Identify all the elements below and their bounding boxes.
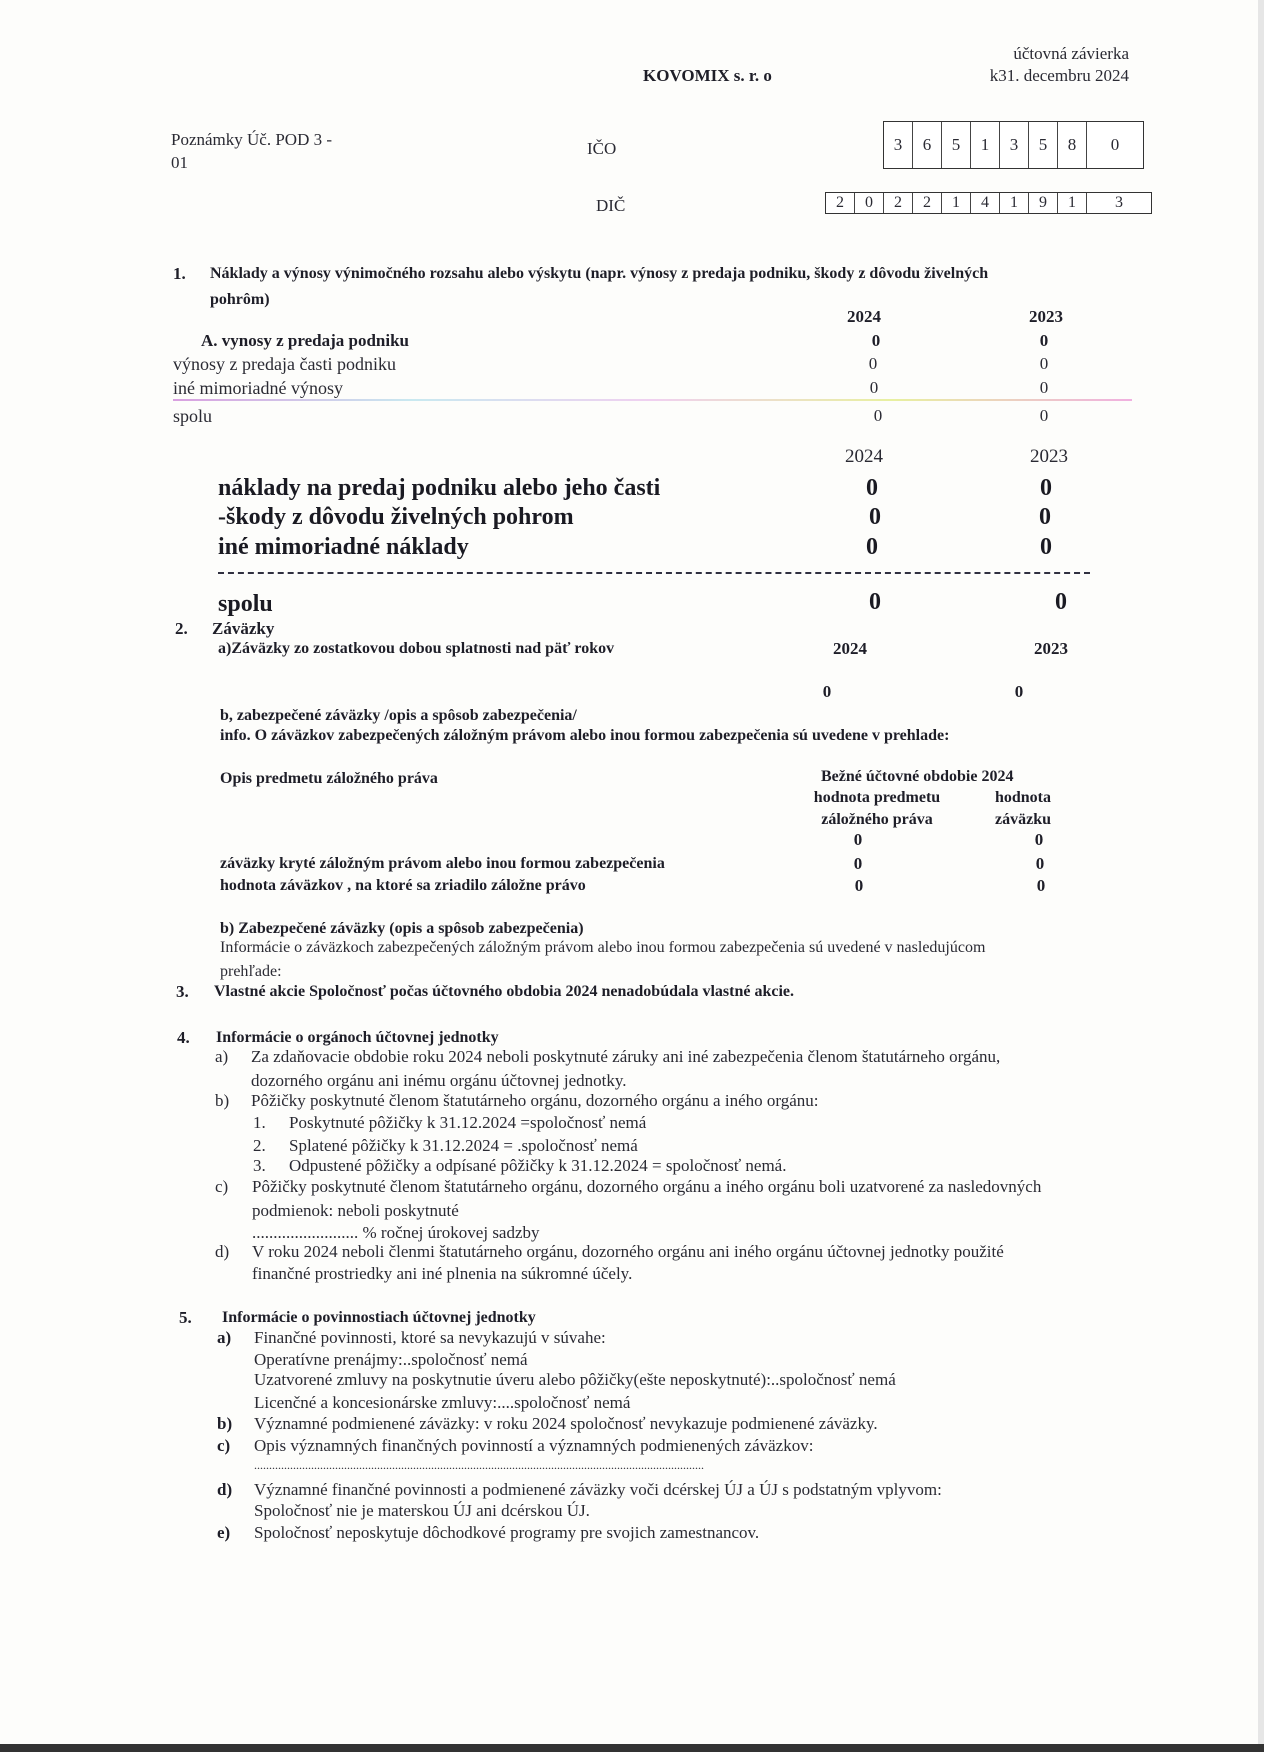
item-marker: e) (217, 1523, 231, 1542)
liabilities-year-2024: 2024 (833, 639, 867, 658)
ico-boxes (883, 121, 1144, 169)
secured-liabilities-text: Informácie o záväzkoch zabezpečených záložným právom alebo inou formou zabezpečenia sú uvedené v nasledujúcom (220, 939, 986, 956)
scan-edge (1258, 0, 1264, 1752)
ico-digit: 1 (971, 122, 1000, 168)
ico-digit: 0 (1110, 135, 1120, 154)
cost-value-2024: 0 (866, 534, 878, 560)
cost-label: iné mimoriadné náklady (218, 534, 469, 560)
item-marker: c) (217, 1436, 231, 1455)
ico-digit: 5 (1029, 122, 1058, 168)
revenue-value-2024: 0 (869, 378, 879, 397)
cost-value-2023: 0 (1039, 504, 1051, 530)
pledge-row-value-2: 0 (1034, 830, 1044, 849)
ico-digit: 5 (942, 122, 971, 168)
pledge-row-value-1: 0 (854, 876, 864, 895)
long-term-liabilities-label: a)Záväzky zo zostatkovou dobou splatnosti nad päť rokov (218, 640, 615, 657)
cost-total-2024: 0 (869, 589, 881, 615)
revenue-total-label: spolu (173, 406, 213, 426)
cost-value-2024: 0 (866, 475, 878, 501)
section-5a-text: Finančné povinnosti, ktoré sa nevykazujú v súvahe: (254, 1328, 606, 1347)
revenue-total-2023: 0 (1039, 406, 1049, 425)
dic-digit: 2 (884, 193, 913, 213)
dic-label: DIČ (596, 196, 626, 215)
cost-value-2024: 0 (869, 504, 881, 530)
pledge-value-header: hodnota predmetu (813, 789, 941, 806)
secured-liabilities-info: info. O záväzkov zabezpečených záložným právom alebo inou formou zabezpečenia sú uvedene v prehlade: (220, 727, 950, 744)
item-marker: c) (215, 1177, 229, 1196)
section-4c-text: Pôžičky poskytnuté členom štatutárneho orgánu, dozorného orgánu a iného orgánu boli uzatvorené za nasledovných (252, 1177, 1042, 1196)
dic-digit: 2 (826, 193, 855, 213)
pledge-row-value-1: 0 (853, 854, 863, 873)
section-5d-text-cont: Spoločnosť nie je materskou ÚJ ani dcérskou ÚJ. (254, 1501, 590, 1520)
dic-digit: 1 (1058, 193, 1087, 213)
section-4d-text: V roku 2024 neboli členmi štatutárneho orgánu, dozorného orgánu ani iného orgánu účtovnej jednotky použité (252, 1242, 1004, 1261)
company-name: KOVOMIX s. r. o (643, 66, 772, 85)
dic-digit: 1 (942, 193, 971, 213)
secured-liabilities-text-cont: prehľade: (220, 963, 282, 980)
section-5c-dots: ...................................................................................................................................................... (254, 1458, 704, 1472)
cost-value-2023: 0 (1040, 534, 1052, 560)
document-type: účtovná závierka (1013, 44, 1129, 63)
cost-total-2023: 0 (1055, 589, 1067, 615)
scan-bottom-edge (0, 1744, 1264, 1752)
pledge-value-header-cont: záložného práva (821, 811, 933, 828)
dic-digit: 3 (1115, 194, 1123, 211)
liability-value-header: hodnota (994, 789, 1052, 806)
revenue-label: výnosy z predaja časti podniku (173, 354, 396, 374)
document-date: k31. decembru 2024 (989, 66, 1129, 85)
loan-item-number: 2. (253, 1136, 266, 1155)
section-4a-text-cont: dozorného orgánu ani inému orgánu účtovnej jednotky. (251, 1071, 627, 1090)
section-2-title: Záväzky (212, 619, 275, 638)
loan-item-number: 3. (253, 1156, 266, 1175)
section-1-number: 1. (173, 264, 186, 283)
loan-item-text: Odpustené pôžičky a odpísané pôžičky k 31.12.2024 = spoločnosť nemá. (289, 1156, 787, 1175)
section-5c-text: Opis významných finančných povinností a významných podmienených záväzkov: (254, 1436, 814, 1455)
item-marker: d) (215, 1242, 230, 1261)
notes-label-cont: 01 (171, 153, 188, 172)
section-2-number: 2. (175, 619, 188, 638)
revenue-value-2024: 0 (871, 331, 881, 350)
section-5-title: Informácie o povinnostiach účtovnej jednotky (222, 1309, 536, 1326)
dic-digit: 2 (913, 193, 942, 213)
item-marker: d) (217, 1480, 233, 1499)
dic-digit: 0 (855, 193, 884, 213)
section-3-number: 3. (176, 982, 189, 1001)
ico-digit: 3 (884, 122, 913, 168)
dic-digit: 4 (971, 193, 1000, 213)
cost-value-2023: 0 (1040, 475, 1052, 501)
section-3-text: Vlastné akcie Spoločnosť počas účtovného obdobia 2024 nenadobúdala vlastné akcie. (214, 983, 794, 1000)
pledge-row-value-1: 0 (853, 830, 863, 849)
interest-rate-line: ......................... % ročnej úrokovej sadzby (252, 1223, 540, 1242)
ico-digit: 3 (1000, 122, 1029, 168)
section-4c-text-cont: podmienok: neboli poskytnuté (252, 1201, 459, 1220)
ico-label: IČO (587, 139, 617, 158)
item-marker: b) (217, 1414, 233, 1433)
dic-digit: 9 (1029, 193, 1058, 213)
loan-item-text: Splatené pôžičky k 31.12.2024 = .spoločnosť nemá (289, 1136, 638, 1155)
pledge-row-value-2: 0 (1035, 854, 1045, 873)
revenue-label: A. vynosy z predaja podniku (201, 331, 409, 350)
revenue-total-2024: 0 (873, 406, 883, 425)
section-5e-text: Spoločnosť neposkytuje dôchodkové programy pre svojich zamestnancov. (254, 1523, 760, 1542)
cost-label: náklady na predaj podniku alebo jeho časti (218, 475, 661, 501)
liability-value-header-cont: záväzku (995, 811, 1051, 828)
loan-item-text: Poskytnuté pôžičky k 31.12.2024 =spoločnosť nemá (289, 1113, 647, 1132)
section-5d-text: Významné finančné povinnosti a podmienené záväzky voči dcérskej ÚJ a ÚJ s podstatným vplyvom: (254, 1480, 942, 1499)
revenue-label: iné mimoriadné výnosy (173, 378, 343, 398)
revenue-value-2024: 0 (868, 354, 878, 373)
total-divider (173, 399, 1132, 401)
cost-year-2023: 2023 (1030, 446, 1068, 467)
liabilities-value-2024: 0 (822, 682, 832, 701)
pledge-description-header: Opis predmetu záložného práva (220, 770, 438, 787)
cost-total-label: spolu (218, 591, 273, 617)
revenue-year-2024: 2024 (847, 307, 881, 326)
dic-digit: 1 (1000, 193, 1029, 213)
secured-liabilities-label: b, zabezpečené záväzky /opis a spôsob zabezpečenia/ (220, 707, 577, 724)
revenue-value-2023: 0 (1039, 331, 1049, 350)
dic-boxes (825, 192, 1152, 214)
notes-label: Poznámky Úč. POD 3 - (171, 130, 333, 149)
section-4-title: Informácie o orgánoch účtovnej jednotky (216, 1029, 499, 1046)
current-period-header: Bežné účtovné obdobie 2024 (821, 768, 1014, 785)
section-1-title: Náklady a výnosy výnimočného rozsahu alebo výskytu (napr. výnosy z predaja podniku, škody z dôvodu živelných (210, 265, 989, 282)
item-marker: b) (215, 1091, 230, 1110)
operating-leases: Operatívne prenájmy:..spoločnosť nemá (254, 1350, 528, 1369)
section-1-title-cont: pohrôm) (210, 291, 270, 308)
secured-liabilities-subtitle: b) Zabezpečené záväzky (opis a spôsob zabezpečenia) (220, 920, 584, 937)
section-4b-text: Pôžičky poskytnuté členom štatutárneho orgánu, dozorného orgánu a iného orgánu: (251, 1091, 819, 1110)
section-4a-text: Za zdaňovacie obdobie roku 2024 neboli poskytnuté záruky ani iné zabezpečenia členom štatutárneho orgánu, (251, 1047, 1001, 1066)
loan-agreements: Uzatvorené zmluvy na poskytnutie úveru alebo pôžičky(ešte neposkytnuté):..spoločnosť nemá (254, 1370, 896, 1389)
item-marker: a) (215, 1047, 229, 1066)
ico-digit: 6 (913, 122, 942, 168)
dashed-divider (218, 572, 1090, 574)
cost-year-2024: 2024 (845, 446, 883, 467)
revenue-value-2023: 0 (1039, 354, 1049, 373)
item-marker: a) (217, 1328, 232, 1347)
section-4-number: 4. (177, 1028, 190, 1047)
pledge-row-value-2: 0 (1036, 876, 1046, 895)
section-5-number: 5. (179, 1308, 192, 1327)
cost-label: -škody z dôvodu živelných pohrom (218, 504, 574, 530)
section-4d-text-cont: finančné prostriedky ani iné plnenia na súkromné účely. (252, 1264, 633, 1283)
license-agreements: Licenčné a koncesionárske zmluvy:....spoločnosť nemá (254, 1393, 631, 1412)
pledge-row-label: záväzky kryté záložným právom alebo inou formou zabezpečenia (220, 855, 665, 872)
section-5b-text: Významné podmienené záväzky: v roku 2024 spoločnosť nevykazuje podmienené záväzky. (254, 1414, 878, 1433)
liabilities-value-2023: 0 (1014, 682, 1024, 701)
loan-item-number: 1. (253, 1113, 266, 1132)
liabilities-year-2023: 2023 (1034, 639, 1068, 658)
ico-digit: 8 (1058, 122, 1087, 168)
revenue-year-2023: 2023 (1029, 307, 1063, 326)
revenue-value-2023: 0 (1039, 378, 1049, 397)
pledge-row-label: hodnota záväzkov , na ktoré sa zriadilo záložne právo (220, 877, 586, 894)
